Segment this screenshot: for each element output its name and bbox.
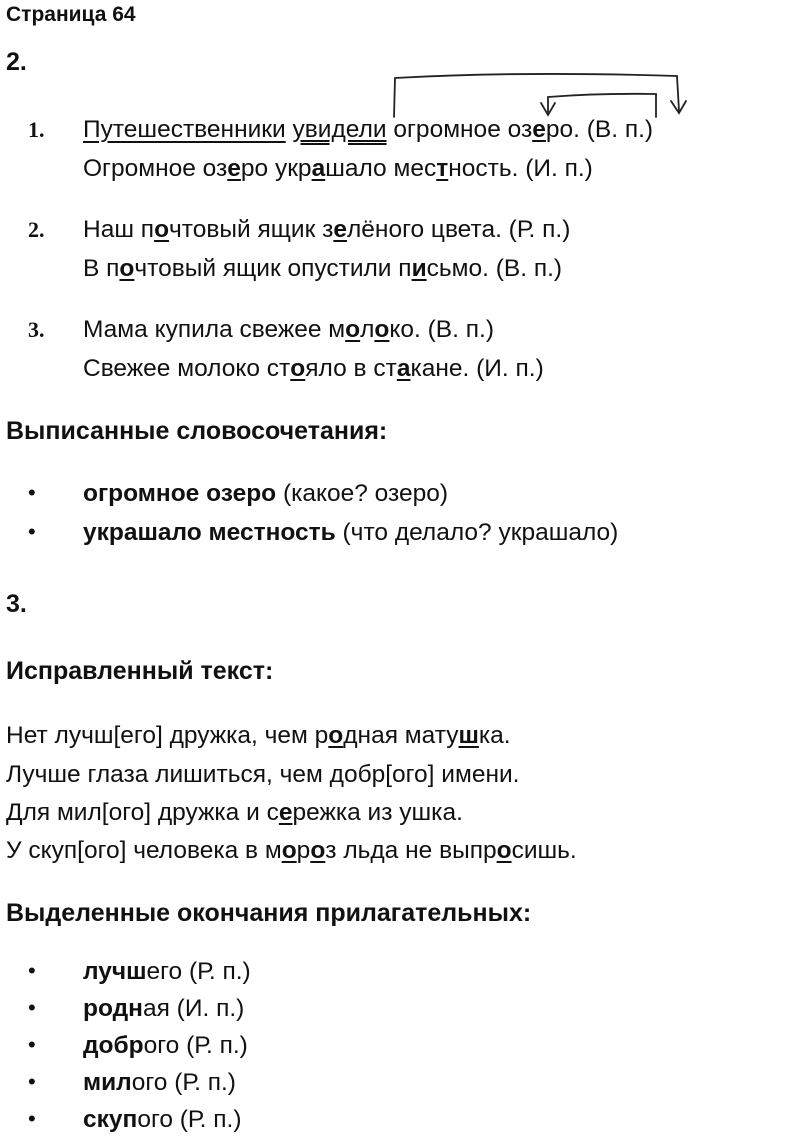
word-stem: лучш (83, 958, 147, 985)
word-ending: ого (137, 1106, 173, 1133)
vowel-mark: о (374, 316, 390, 343)
phrase-bold: украшало местность (83, 519, 336, 546)
predicate-word: увидели (292, 116, 387, 143)
case-note: (Р. п.) (172, 1106, 242, 1133)
proverb-line: Для мил[ого] дружка и сережка из ушка. (6, 799, 463, 826)
vowel-mark: е (278, 799, 293, 826)
phrase-question: (что делало? украшало) (335, 519, 619, 546)
word-stem: скуп (83, 1106, 138, 1133)
task-3-number: 3. (6, 590, 27, 618)
item-number: 1. (28, 117, 45, 142)
sentence-line: Наш почтовый ящик зелёного цвета. (Р. п.) (83, 216, 571, 243)
phrase-bold: огромное озеро (83, 480, 277, 507)
bullet: • (28, 958, 36, 983)
vowel-mark: е (532, 116, 546, 143)
vowel-mark: о (345, 316, 361, 343)
subject-word: Путешественники (83, 116, 286, 143)
case-note: (Р. п.) (167, 1069, 236, 1096)
page-title: Страница 64 (6, 3, 136, 26)
vowel-mark: о (119, 255, 135, 282)
bullet: • (28, 1032, 36, 1057)
sentence-line: Свежее молоко стояло в стакане. (И. п.) (83, 355, 544, 382)
link-arrow-line (548, 94, 656, 117)
proverb-line: Лучше глаза лишиться, чем добр[ого] имени. (6, 761, 520, 788)
vowel-mark: а (311, 155, 326, 182)
proverb-line: Нет лучш[его] дружка, чем родная матушка. (6, 722, 511, 749)
word-stem: родн (83, 995, 143, 1022)
bullet: • (28, 1069, 36, 1094)
case-note: (Р. п.) (501, 216, 571, 243)
case-note: (И. п.) (169, 995, 245, 1022)
consonant-mark: ш (458, 722, 479, 749)
case-note: (В. п.) (420, 316, 494, 343)
case-note: (В. п.) (579, 116, 654, 143)
word-ending: ая (142, 995, 170, 1022)
vowel-mark: о (310, 837, 326, 864)
vowel-mark: о (281, 837, 297, 864)
item-number: 2. (28, 217, 45, 242)
vowel-mark: о (328, 722, 344, 749)
bullet: • (28, 519, 36, 544)
case-note: (В. п.) (488, 255, 563, 282)
phrase-question: (какое? озеро) (276, 480, 449, 507)
vowel-mark: е (227, 155, 241, 182)
bullet: • (28, 995, 36, 1020)
sentence-line: Огромное озеро украшало местность. (И. п.) (83, 155, 593, 182)
word-ending: ого (143, 1032, 180, 1059)
proverb-line: У скуп[ого] человека в мороз льда не выпросишь. (6, 837, 577, 864)
endings-heading: Выделенные окончания прилагательных: (6, 899, 532, 927)
link-arrow-line (394, 74, 679, 117)
word-stem: мил (83, 1069, 132, 1096)
bullet: • (28, 1106, 36, 1131)
vowel-mark: о (290, 355, 306, 382)
sentence-line: В почтовый ящик опустили письмо. (В. п.) (83, 255, 563, 282)
item-number: 3. (28, 317, 45, 342)
word-ending: ого (131, 1069, 168, 1096)
case-note: (Р. п.) (179, 1032, 248, 1059)
task-2-number: 2. (6, 48, 27, 76)
sentence-line: Путешественники увидели огромное озеро. (В. п.) (83, 116, 654, 143)
case-note: (И. п.) (469, 355, 544, 382)
case-note: (Р. п.) (182, 958, 251, 985)
sentence-line: Мама купила свежее молоко. (В. п.) (83, 316, 494, 343)
word-ending: его (146, 958, 183, 985)
corrected-text-heading: Исправленный текст: (6, 657, 274, 685)
vowel-mark: о (154, 216, 170, 243)
vowel-mark: е (333, 216, 347, 243)
vowel-mark: о (496, 837, 512, 864)
bullet: • (28, 480, 36, 505)
arrow-head-icon (671, 101, 686, 113)
vowel-mark: и (411, 255, 427, 282)
phrases-heading: Выписанные словосочетания: (6, 417, 388, 445)
arrow-head-icon (541, 103, 555, 115)
case-note: (И. п.) (518, 155, 593, 182)
consonant-mark: т (436, 155, 449, 182)
vowel-mark: а (396, 355, 411, 382)
word-stem: добр (83, 1032, 144, 1059)
